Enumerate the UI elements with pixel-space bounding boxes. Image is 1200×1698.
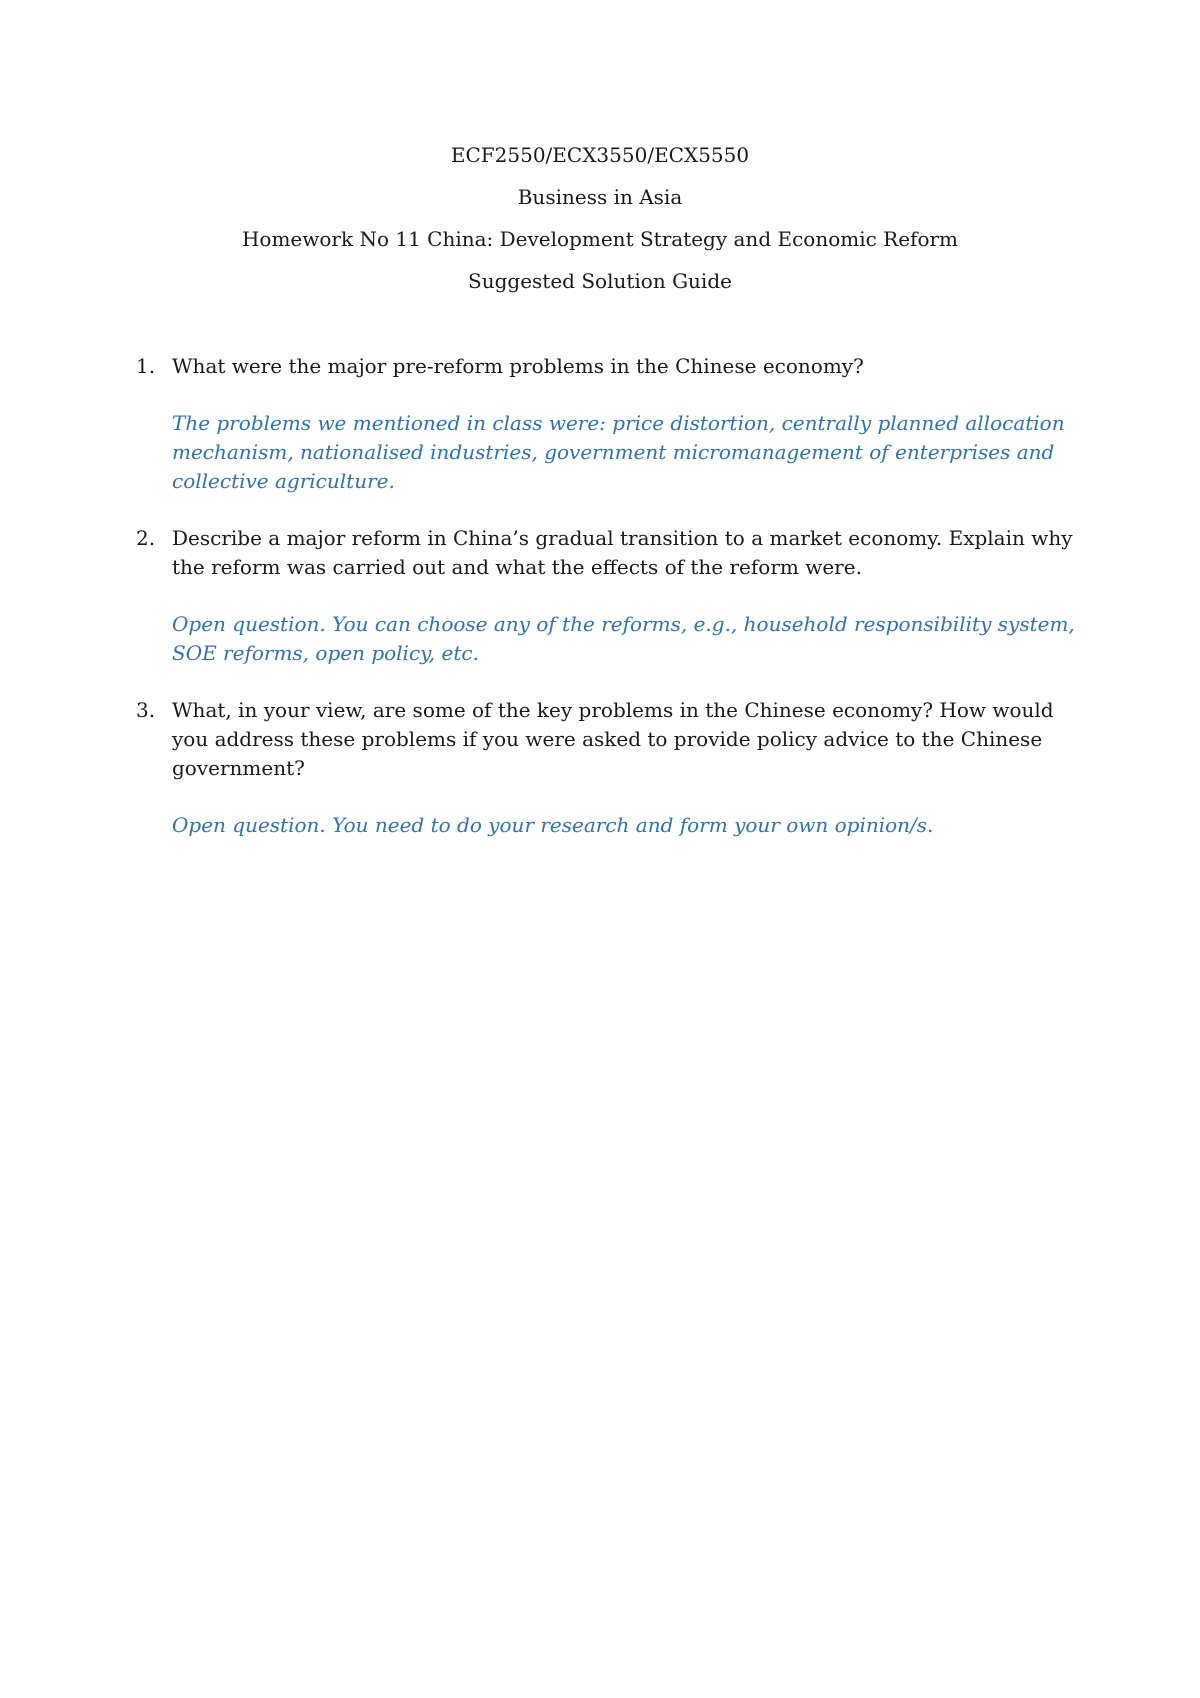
question-item-2 — [136, 524, 1076, 668]
question-text: What were the major pre-reform problems in the Chinese economy? — [172, 354, 864, 378]
question-number: 3. — [136, 698, 156, 722]
course-title: Business in Asia — [517, 185, 683, 209]
document-header — [0, 145, 1200, 313]
homework-title: Homework No 11 China: Development Strategy and Economic Reform — [241, 227, 959, 251]
guide-label: Suggested Solution Guide — [468, 269, 732, 293]
course-codes: ECF2550/ECX3550/ECX5550 — [450, 143, 750, 167]
question-number: 1. — [136, 354, 156, 378]
question-item-3 — [136, 696, 1076, 840]
answer-text: Open question. You need to do your research and form your own opinion/s. — [172, 813, 934, 837]
question-item-1 — [136, 352, 1076, 496]
question-text: What, in your view, are some of the key problems in the Chinese economy? How would you address these problems if you were asked to provide policy advice to the Chinese government? — [172, 698, 1054, 780]
question-number: 2. — [136, 526, 156, 550]
question-text: Describe a major reform in China’s gradual transition to a market economy. Explain why the reform was carried out and what the effects of the reform were. — [172, 526, 1073, 579]
answer-text: The problems we mentioned in class were: price distortion, centrally planned allocation mechanism, nationalised industries, government micromanagement of enterprises and collective agriculture. — [172, 411, 1065, 493]
answer-text: Open question. You can choose any of the reforms, e.g., household responsibility system, SOE reforms, open policy, etc. — [172, 612, 1075, 665]
question-list — [136, 352, 1076, 868]
